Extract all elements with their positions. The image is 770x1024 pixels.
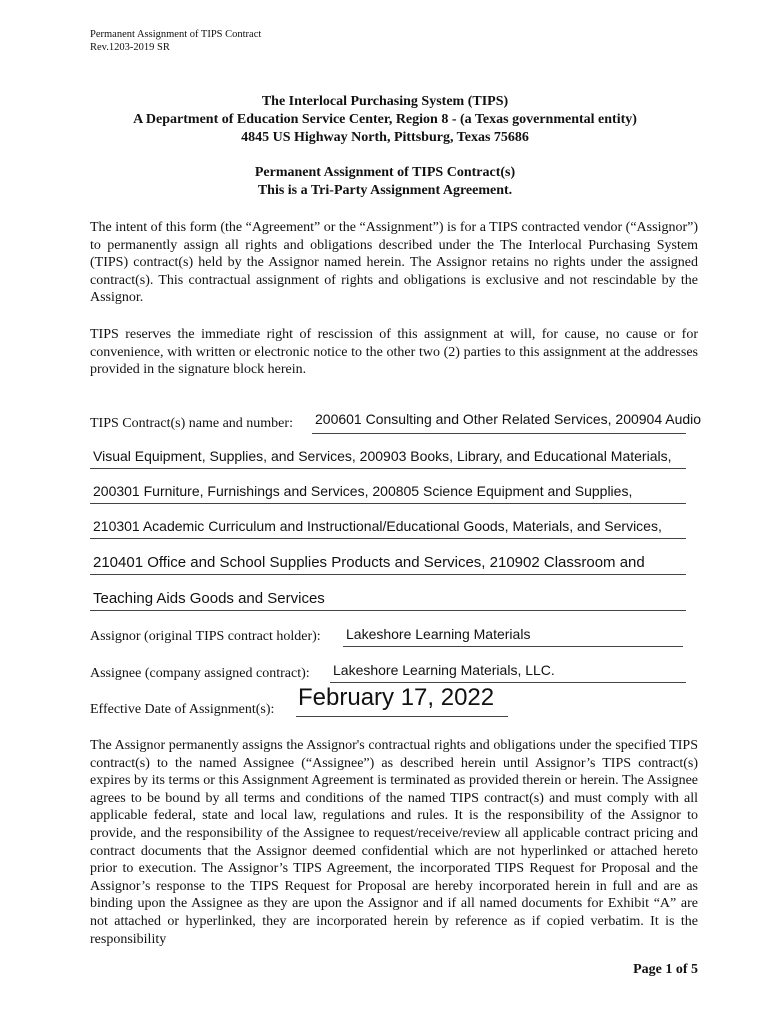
contracts-field-line-5[interactable]: 210401 Office and School Supplies Products and Services, 210902 Classroom and xyxy=(93,554,645,571)
effective-date-label: Effective Date of Assignment(s): xyxy=(90,702,275,717)
assignee-field[interactable]: Lakeshore Learning Materials, LLC. xyxy=(333,662,555,678)
contracts-underline-1 xyxy=(312,433,686,434)
org-name: The Interlocal Purchasing System (TIPS) xyxy=(261,94,509,109)
org-department: A Department of Education Service Center, Region 8 - (a Texas governmental entity) xyxy=(133,112,637,127)
rescission-paragraph: TIPS reserves the immediate right of rescission of this assignment at will, for cause, no cause or for convenience, with written or electronic notice to the other two (2) parties to this assignment at the addresses provided in the signature block herein. xyxy=(90,327,698,378)
contracts-field-line-6[interactable]: Teaching Aids Goods and Services xyxy=(93,590,325,607)
org-address: 4845 US Highway North, Pittsburg, Texas 75686 xyxy=(241,130,529,145)
contracts-field-line-3[interactable]: 200301 Furniture, Furnishings and Services, 200805 Science Equipment and Supplies, xyxy=(93,483,633,499)
page-title: Permanent Assignment of TIPS Contract(s) xyxy=(254,165,516,180)
contracts-underline-2 xyxy=(90,468,686,469)
assignor-field[interactable]: Lakeshore Learning Materials xyxy=(346,626,531,642)
header-form-title: Permanent Assignment of TIPS Contract xyxy=(90,29,262,40)
effective-date-underline xyxy=(296,716,508,717)
header-revision: Rev.1203-2019 SR xyxy=(90,42,170,53)
contracts-underline-6 xyxy=(90,610,686,611)
page-subtitle: This is a Tri-Party Assignment Agreement. xyxy=(257,183,513,198)
contracts-underline-5 xyxy=(90,574,686,575)
assignor-label: Assignor (original TIPS contract holder): xyxy=(90,629,321,644)
assignee-label: Assignee (company assigned contract): xyxy=(90,666,310,681)
contracts-field-line-1[interactable]: 200601 Consulting and Other Related Services, 200904 Audio xyxy=(315,411,702,427)
assignor-underline xyxy=(343,646,683,647)
contracts-label: TIPS Contract(s) name and number: xyxy=(90,416,293,431)
effective-date-field[interactable]: February 17, 2022 xyxy=(298,684,495,711)
assignee-underline xyxy=(330,682,686,683)
contracts-underline-4 xyxy=(90,538,686,539)
contracts-field-line-2[interactable]: Visual Equipment, Supplies, and Services, 200903 Books, Library, and Educational Materials, xyxy=(93,448,672,464)
document-header xyxy=(90,28,261,54)
page-number: Page 1 of 5 xyxy=(633,962,698,977)
assignment-terms-paragraph: The Assignor permanently assigns the Assignor's contractual rights and obligations under the specified TIPS contract(s) to the named Assignee (“Assignee”) as described herein until Assignor’s TIPS contract(s) expires by its terms or this Assignment Agreement is terminated as provided therein or herein. The Assignee agrees to be bound by all terms and conditions of the named TIPS contract(s) and must comply with all applicable federal, state and local law, regulations and rules. It is the responsibility of the Assignor to provide, and the responsibility of the Assignee to request/receive/review all applicable contract pricing and contract documents that the Assignor deemed confidential which are not hyperlinked or attached hereto prior to execution. The Assignor’s TIPS Agreement, the incorporated TIPS Request for Proposal and the Assignor’s response to the TIPS Request for Proposal are hereby incorporated herein in full and are as binding upon the Assignee as they are upon the Assignor and if all named documents for Exhibit “A” are not attached or hyperlinked, they are incorporated herein by reference as if copied verbatim. It is the responsibility xyxy=(90,738,698,947)
intro-paragraph: The intent of this form (the “Agreement” or the “Assignment”) is for a TIPS contracted vendor (“Assignor”) to permanently assign all rights and obligations described under the The Interlocal Purchasing System (TIPS) contract(s) held by the Assignor named herein. The Assignor retains no rights under the assigned contract(s). This contractual assignment of rights and obligations is exclusive and not rescindable by the Assignor. xyxy=(90,220,698,306)
contracts-field-line-4[interactable]: 210301 Academic Curriculum and Instructional/Educational Goods, Materials, and Services, xyxy=(93,518,662,534)
contracts-underline-3 xyxy=(90,503,686,504)
